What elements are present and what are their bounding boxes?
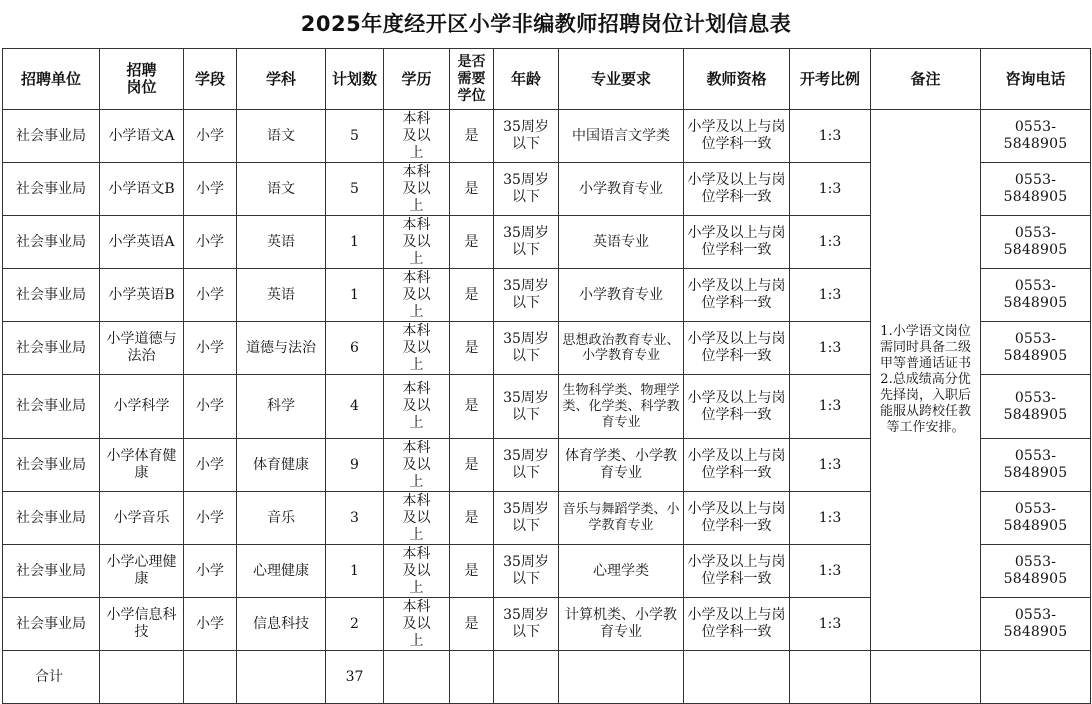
cell-unit: 社会事业局 [3, 110, 100, 163]
total-empty-cell [790, 651, 871, 704]
cell-age: 35周岁以下 [494, 375, 559, 439]
cell-education: 本科及以上 [384, 439, 450, 492]
header-degree: 是否需要学位 [450, 49, 494, 110]
cell-ratio: 1:3 [790, 110, 871, 163]
cell-stage: 小学 [184, 375, 237, 439]
total-empty-cell [559, 651, 684, 704]
cell-position: 小学道德与法治 [100, 322, 184, 375]
total-empty-cell [237, 651, 326, 704]
total-empty-cell [384, 651, 450, 704]
cell-ratio: 1:3 [790, 492, 871, 545]
header-ratio: 开考比例 [790, 49, 871, 110]
cell-qualification: 小学及以上与岗位学科一致 [684, 492, 790, 545]
cell-unit: 社会事业局 [3, 375, 100, 439]
cell-ratio: 1:3 [790, 439, 871, 492]
cell-ratio: 1:3 [790, 598, 871, 651]
cell-unit: 社会事业局 [3, 163, 100, 216]
cell-phone: 0553-5848905 [981, 269, 1091, 322]
cell-stage: 小学 [184, 163, 237, 216]
cell-age: 35周岁以下 [494, 110, 559, 163]
header-position: 招聘岗位 [100, 49, 184, 110]
total-empty-cell [871, 651, 981, 704]
cell-degree: 是 [450, 216, 494, 269]
cell-age: 35周岁以下 [494, 492, 559, 545]
cell-age: 35周岁以下 [494, 322, 559, 375]
cell-unit: 社会事业局 [3, 322, 100, 375]
header-row [3, 49, 1091, 110]
cell-major: 生物科学类、物理学类、化学类、科学教育专业 [559, 375, 684, 439]
cell-stage: 小学 [184, 598, 237, 651]
cell-phone: 0553-5848905 [981, 110, 1091, 163]
cell-education: 本科及以上 [384, 545, 450, 598]
cell-unit: 社会事业局 [3, 492, 100, 545]
cell-unit: 社会事业局 [3, 216, 100, 269]
cell-degree: 是 [450, 439, 494, 492]
cell-plan: 1 [326, 269, 384, 322]
cell-degree: 是 [450, 545, 494, 598]
cell-stage: 小学 [184, 269, 237, 322]
header-stage: 学段 [184, 49, 237, 110]
cell-position: 小学音乐 [100, 492, 184, 545]
table-row [3, 110, 1091, 163]
cell-stage: 小学 [184, 439, 237, 492]
header-phone: 咨询电话 [981, 49, 1091, 110]
cell-subject: 心理健康 [237, 545, 326, 598]
cell-plan: 1 [326, 216, 384, 269]
cell-position: 小学心理健康 [100, 545, 184, 598]
total-plan: 37 [326, 651, 384, 704]
cell-ratio: 1:3 [790, 322, 871, 375]
cell-degree: 是 [450, 322, 494, 375]
cell-education: 本科及以上 [384, 598, 450, 651]
cell-degree: 是 [450, 110, 494, 163]
cell-subject: 科学 [237, 375, 326, 439]
cell-stage: 小学 [184, 110, 237, 163]
cell-phone: 0553-5848905 [981, 545, 1091, 598]
cell-education: 本科及以上 [384, 216, 450, 269]
cell-position: 小学语文B [100, 163, 184, 216]
cell-age: 35周岁以下 [494, 439, 559, 492]
cell-unit: 社会事业局 [3, 269, 100, 322]
remark-cell: 1.小学语文岗位需同时具备二级甲等普通话证书 2.总成绩高分优先择岗，入职后能服从跨校任教等工作安排。 [871, 110, 981, 651]
cell-phone: 0553-5848905 [981, 163, 1091, 216]
cell-plan: 9 [326, 439, 384, 492]
header-plan: 计划数 [326, 49, 384, 110]
cell-phone: 0553-5848905 [981, 492, 1091, 545]
cell-education: 本科及以上 [384, 110, 450, 163]
cell-stage: 小学 [184, 322, 237, 375]
cell-qualification: 小学及以上与岗位学科一致 [684, 163, 790, 216]
cell-plan: 3 [326, 492, 384, 545]
cell-plan: 6 [326, 322, 384, 375]
cell-degree: 是 [450, 163, 494, 216]
cell-major: 小学教育专业 [559, 163, 684, 216]
cell-phone: 0553-5848905 [981, 216, 1091, 269]
cell-major: 音乐与舞蹈学类、小学教育专业 [559, 492, 684, 545]
cell-qualification: 小学及以上与岗位学科一致 [684, 439, 790, 492]
cell-subject: 英语 [237, 216, 326, 269]
cell-major: 计算机类、小学教育专业 [559, 598, 684, 651]
cell-position: 小学信息科技 [100, 598, 184, 651]
cell-degree: 是 [450, 492, 494, 545]
total-empty-cell [184, 651, 237, 704]
cell-education: 本科及以上 [384, 322, 450, 375]
cell-subject: 信息科技 [237, 598, 326, 651]
cell-age: 35周岁以下 [494, 598, 559, 651]
cell-major: 思想政治教育专业、小学教育专业 [559, 322, 684, 375]
cell-degree: 是 [450, 598, 494, 651]
cell-age: 35周岁以下 [494, 545, 559, 598]
cell-stage: 小学 [184, 545, 237, 598]
cell-position: 小学语文A [100, 110, 184, 163]
cell-ratio: 1:3 [790, 269, 871, 322]
total-empty-cell [100, 651, 184, 704]
cell-education: 本科及以上 [384, 163, 450, 216]
cell-ratio: 1:3 [790, 216, 871, 269]
cell-subject: 语文 [237, 163, 326, 216]
cell-ratio: 1:3 [790, 375, 871, 439]
cell-position: 小学英语A [100, 216, 184, 269]
cell-age: 35周岁以下 [494, 163, 559, 216]
cell-education: 本科及以上 [384, 269, 450, 322]
cell-phone: 0553-5848905 [981, 322, 1091, 375]
cell-qualification: 小学及以上与岗位学科一致 [684, 375, 790, 439]
header-education: 学历 [384, 49, 450, 110]
cell-subject: 语文 [237, 110, 326, 163]
cell-major: 小学教育专业 [559, 269, 684, 322]
cell-plan: 5 [326, 110, 384, 163]
cell-plan: 1 [326, 545, 384, 598]
cell-position: 小学科学 [100, 375, 184, 439]
cell-education: 本科及以上 [384, 492, 450, 545]
header-unit: 招聘单位 [3, 49, 100, 110]
cell-unit: 社会事业局 [3, 598, 100, 651]
recruitment-table [2, 48, 1091, 704]
cell-plan: 5 [326, 163, 384, 216]
total-empty-cell [450, 651, 494, 704]
cell-unit: 社会事业局 [3, 439, 100, 492]
header-major: 专业要求 [559, 49, 684, 110]
cell-age: 35周岁以下 [494, 216, 559, 269]
cell-phone: 0553-5848905 [981, 598, 1091, 651]
cell-education: 本科及以上 [384, 375, 450, 439]
cell-phone: 0553-5848905 [981, 439, 1091, 492]
header-remark: 备注 [871, 49, 981, 110]
cell-plan: 2 [326, 598, 384, 651]
cell-stage: 小学 [184, 492, 237, 545]
total-label: 合计 [3, 651, 100, 704]
total-empty-cell [494, 651, 559, 704]
cell-plan: 4 [326, 375, 384, 439]
cell-ratio: 1:3 [790, 545, 871, 598]
cell-unit: 社会事业局 [3, 545, 100, 598]
cell-position: 小学英语B [100, 269, 184, 322]
cell-subject: 英语 [237, 269, 326, 322]
cell-qualification: 小学及以上与岗位学科一致 [684, 269, 790, 322]
cell-major: 中国语言文学类 [559, 110, 684, 163]
cell-position: 小学体育健康 [100, 439, 184, 492]
cell-major: 体育学类、小学教育专业 [559, 439, 684, 492]
header-qualification: 教师资格 [684, 49, 790, 110]
cell-qualification: 小学及以上与岗位学科一致 [684, 322, 790, 375]
cell-phone: 0553-5848905 [981, 375, 1091, 439]
cell-subject: 体育健康 [237, 439, 326, 492]
cell-age: 35周岁以下 [494, 269, 559, 322]
cell-qualification: 小学及以上与岗位学科一致 [684, 110, 790, 163]
total-empty-cell [684, 651, 790, 704]
cell-subject: 道德与法治 [237, 322, 326, 375]
cell-qualification: 小学及以上与岗位学科一致 [684, 216, 790, 269]
cell-stage: 小学 [184, 216, 237, 269]
cell-major: 心理学类 [559, 545, 684, 598]
total-row [3, 651, 1091, 704]
cell-major: 英语专业 [559, 216, 684, 269]
document-title: 2025年度经开区小学非编教师招聘岗位计划信息表 [300, 12, 792, 36]
header-subject: 学科 [237, 49, 326, 110]
header-age: 年龄 [494, 49, 559, 110]
total-empty-cell [981, 651, 1091, 704]
cell-degree: 是 [450, 375, 494, 439]
cell-qualification: 小学及以上与岗位学科一致 [684, 545, 790, 598]
cell-qualification: 小学及以上与岗位学科一致 [684, 598, 790, 651]
cell-ratio: 1:3 [790, 163, 871, 216]
cell-degree: 是 [450, 269, 494, 322]
cell-subject: 音乐 [237, 492, 326, 545]
